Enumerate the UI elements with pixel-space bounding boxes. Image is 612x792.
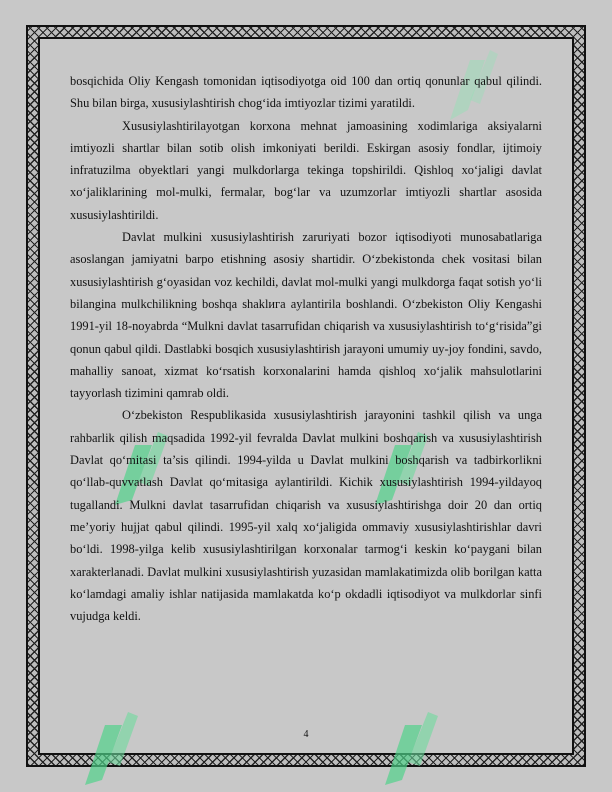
page-number: 4 [303, 729, 309, 740]
logo-watermark-icon [380, 700, 440, 790]
paragraph-2: Xususiylashtirilayotgan korxona mehnat jamoasining xodimlariga aksiyalarni imtiyozli shartlar bilan sotib olish imkoniyati berildi. Eskirgan asosiy fondlar, ijtimoiy infratuzilma obyektlari yangi mulkdorlarga tekinga topshirildi. Qishloq xo‘jaligi davlat xo‘jaliklarining mol-mulki, fermalar, bog‘lar va uzumzorlar imtiyozli shartlar asosida xususiylashtirildi. [70, 118, 542, 222]
paragraph-4: O‘zbekiston Respublikasida xususiylashtirish jarayonini tashkil qilish va unga rahbarlik qilish maqsadida 1992-yil fevralda Davlat mulkini boshqarish va xususiylashtirish Davlat qo‘mitasi ta’sis qilindi. 1994-yilda u Davlat mulkini boshqarish va tadbirkorlikni qo‘llab-quvvatlash Davlat qo‘mitasiga aylantirildi. Kichik xususiylashtirish 1994-yildayoq tugallandi. Mulkni davlat tasarrufidan chiqarish va xususiylashtirishga doir 20 dan ortiq me’yoriy hujjat qabul qilindi. 1995-yil xalq xo‘jaligida ommaviy xususiylashtirishlar davri bo‘ldi. 1998-yilga kelib xususiylashtirilgan korxonalar tarmog‘i keskin ko‘paygani bilan xarakterlanadi. Davlat mulkini xususiylashtirish yuzasidan mamlakatimizda olib borilgan katta ko‘lamdagi amaliy ishlar natijasida mamlakatda ko‘p okdadli iqtisodiyot va mulkdorlar sinfi vujudga keldi. [70, 408, 542, 624]
document-body [70, 70, 542, 627]
logo-watermark-icon [80, 700, 140, 790]
paragraph-3: Davlat mulkini xususiylashtirish zaruriyati bozor iqtisodiyoti munosabatlariga asoslangan jamiyatni barpo etishning asosiy shartidir. O‘zbekistonda chek vositasi bilan xususiylashtirish g‘oyasidan voz kechildi, davlat mol-mulki yangi mulkdorga faqat sotish yo‘li bilangina mulkchilikning boshqa shaklига aylantirila boshlandi. O‘zbekiston Oliy Kengashi 1991-yil 18-noyabrda “Mulkni davlat tasarrufidan chiqarish va xususiylashtirish to‘g‘risida”gi qonun qabul qildi. Dastlabki bosqich xususiylashtirish jarayoni umumiy uy-joy fondini, savdo, mahalliy sanoat, xizmat ko‘rsatish korxonalarini hamda qishloq xo‘jalik mahsulotlarini tayyorlash tizimini qamrab oldi. [70, 230, 542, 401]
paragraph-1: bosqichida Oliy Kengash tomonidan iqtisodiyotga oid 100 dan ortiq qonunlar qabul qilindi. Shu bilan birga, xususiylashtirish chog‘ida imtiyozlar tizimi yaratildi. [70, 74, 542, 111]
